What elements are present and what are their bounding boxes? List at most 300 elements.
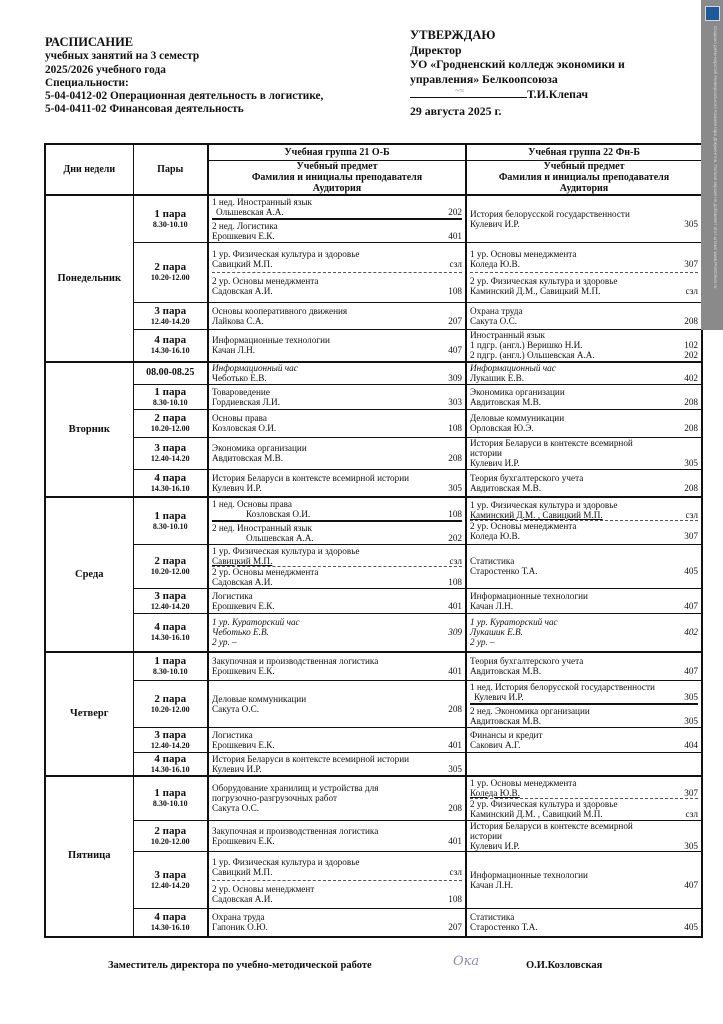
table-row	[45, 497, 702, 544]
academic-year-line: 2025/2026 учебного года	[45, 63, 166, 76]
teacher: Садовская А.И.	[212, 285, 273, 296]
subheader-subject: Учебный предмет	[296, 161, 378, 172]
pair-time: 14.30-16.10	[150, 346, 190, 356]
teacher: Савицкий М.П.	[212, 866, 273, 877]
lesson-cell-empty	[466, 752, 702, 776]
pair-cell	[133, 909, 208, 937]
lesson-cell	[208, 909, 466, 937]
subject: Закупочная и производственная логистика	[212, 826, 379, 836]
pair-time: 8.30-10.10	[152, 219, 188, 229]
subject: Товароведение	[212, 386, 270, 397]
lesson-cell	[208, 469, 466, 497]
pair-cell	[133, 362, 208, 384]
lesson-cell	[466, 852, 702, 909]
subject: Закупочная и производственная логистика	[212, 656, 379, 667]
pair-cell	[133, 680, 208, 727]
lesson-cell	[208, 852, 466, 909]
lesson-cell	[466, 727, 702, 752]
teacher: Кулевич И.Р.	[470, 841, 520, 851]
room: 305	[684, 458, 698, 468]
pair-time: 10.20-12.00	[150, 424, 190, 433]
approver-signature-line	[410, 86, 625, 102]
room: 207	[448, 922, 462, 933]
specialty-2: 5-04-0411-02 Финансовая деятельность	[45, 103, 244, 116]
teacher: Качан Л.Н.	[470, 880, 514, 890]
table-row	[45, 776, 702, 821]
pair-time: 14.30-16.10	[150, 483, 190, 493]
room: 208	[684, 423, 698, 433]
day-thursday: Четверг	[45, 652, 133, 776]
subject: 2 ур. Основы менеджмента	[470, 521, 577, 532]
room: 401	[448, 666, 462, 677]
table-row	[45, 821, 702, 852]
subject: Деловые коммуникации	[470, 413, 565, 423]
subject-continued: погрузочно-разгрузочных работ	[212, 793, 337, 804]
subgroup-note: 2 ур. –	[470, 637, 495, 648]
pair-cell	[133, 437, 208, 469]
teacher: Лукашик Е.В.	[470, 373, 525, 384]
subject: 1 ур. Физическая культура и здоровье	[212, 856, 360, 867]
table-row	[45, 752, 702, 776]
room: 307	[684, 258, 698, 269]
pair-number: 3 пара	[154, 589, 187, 602]
subject: 2 ур. Основы менеджмента	[212, 275, 319, 286]
pair-number: 3 пара	[154, 728, 187, 741]
column-header-group-2: Учебная группа 22 Фн-Б	[466, 144, 702, 161]
teacher: Качан Л.Н.	[212, 345, 256, 356]
subject: Оборудование хранилищ и устройства для	[212, 783, 379, 794]
lesson-cell	[208, 437, 466, 469]
subject: Иностранный язык	[470, 330, 545, 341]
subheader-subject: Учебный предмет	[543, 161, 625, 172]
teacher: Савицкий М.П.	[212, 258, 273, 269]
subject: 2 ур. Основы менеджмент	[212, 883, 315, 894]
pair-cell	[133, 195, 208, 242]
teacher: Авдитовская М.В.	[470, 482, 542, 493]
subject: Информационный час	[212, 363, 298, 374]
room: сзл	[685, 285, 698, 296]
subject: Охрана труда	[470, 305, 523, 316]
teacher: Лайкова С.А.	[212, 315, 264, 326]
pair-number: 2 пара	[154, 555, 187, 567]
column-header-pairs: Пары	[133, 144, 208, 195]
subject: Логистика	[212, 590, 253, 601]
column-header-days: Дни недели	[45, 144, 133, 195]
subject: Статистика	[470, 912, 515, 923]
pair-number: 2 пара	[154, 412, 187, 424]
watermark-text: Создано днём-верстой Универсального Комментара Документов. Полная версия не добавляет этот штамп www.PrintDriver.ru	[713, 26, 718, 289]
day-tuesday: Вторник	[45, 362, 133, 497]
room: сзл	[685, 510, 698, 521]
teacher: Авдитовская М.В.	[212, 453, 284, 463]
room: 208	[448, 803, 462, 814]
subject: 1 ур. Физическая культура и здоровье	[212, 248, 360, 259]
pair-number: 1 пара	[154, 385, 187, 398]
pair-number: 1 пара	[154, 509, 187, 522]
column-subheader-group-1	[208, 161, 466, 196]
subject: 2 ур. Физическая культура и здоровье	[470, 798, 618, 809]
teacher: Кулевич И.Р.	[212, 763, 262, 774]
day-friday: Пятница	[45, 776, 133, 937]
lesson-cell	[466, 652, 702, 680]
room: 309	[448, 373, 462, 384]
teacher: Кулевич И.Р.	[470, 458, 520, 468]
lesson-cell	[208, 362, 466, 384]
subject: 1 ур. Физическая культура и здоровье	[212, 545, 360, 556]
pair-cell	[133, 409, 208, 437]
pair-number: 3 пара	[154, 442, 187, 454]
table-row	[45, 195, 702, 242]
signature-mark: ~≈	[455, 86, 464, 95]
pair-cell	[133, 242, 208, 302]
teacher: Чеботько Е.В.	[212, 373, 267, 384]
room: 407	[684, 600, 698, 611]
teacher: Садовская А.И.	[212, 893, 273, 904]
pair-time: 12.40-14.20	[150, 316, 190, 326]
teacher: Ерошкевич Е.К.	[212, 600, 275, 611]
approval-title: УТВЕРЖДАЮ	[410, 28, 496, 42]
room: 202	[448, 532, 462, 543]
room: сзл	[449, 555, 462, 566]
teacher: Кулевич И.Р.	[470, 218, 520, 229]
room: 208	[448, 703, 462, 714]
subheader-room: Аудитория	[559, 183, 609, 194]
teacher: Козловская О.И.	[246, 508, 311, 519]
teacher: Авдитовская М.В.	[470, 396, 542, 407]
room: 307	[684, 787, 698, 798]
pair-time: 12.40-14.20	[150, 454, 190, 463]
subject: История Беларуси в контексте всемирной истории	[212, 472, 410, 483]
teacher: Старостенко Т.А.	[470, 922, 538, 933]
lesson-cell	[208, 329, 466, 362]
table-row	[45, 409, 702, 437]
subject: История Беларуси в контексте всемирной истории	[470, 821, 633, 841]
subject: Информационные технологии	[470, 870, 588, 880]
pair-cell	[133, 613, 208, 652]
subject: 1 ур. Физическая культура и здоровье	[470, 500, 618, 511]
teacher: Савицкий М.П.	[212, 555, 273, 566]
subject: Экономика организации	[470, 386, 565, 397]
room: 102	[684, 340, 698, 351]
pair-time: 10.20-12.00	[150, 567, 190, 576]
approval-date: 29 августа 2025 г.	[410, 103, 502, 118]
room: 108	[448, 285, 462, 296]
lesson-cell	[466, 909, 702, 937]
teacher: Каминский Д.М. , Савицкий М.П.	[470, 808, 603, 819]
pair-cell	[133, 302, 208, 329]
table-row	[45, 302, 702, 329]
teacher: Кулевич И.Р.	[212, 482, 262, 493]
lesson-cell	[208, 588, 466, 613]
approver-name: Т.И.Клепач	[527, 87, 589, 101]
table-row	[45, 652, 702, 680]
table-row	[45, 613, 702, 652]
lesson-cell	[208, 652, 466, 680]
subject: Информационные технологии	[212, 335, 330, 346]
table-row	[45, 727, 702, 752]
subject: 2 ур. Физическая культура и здоровье	[470, 275, 618, 286]
room: 202	[448, 206, 462, 217]
pair-time: 14.30-16.10	[150, 764, 190, 774]
subgroup-note: 2 ур. –	[212, 637, 237, 648]
pair-cell	[133, 384, 208, 409]
room: 401	[448, 600, 462, 611]
room: 208	[684, 396, 698, 407]
teacher: 1 пдгр. (англ.) Веришко Н.И.	[470, 340, 583, 351]
teacher: Каминский Д.М. , Савицкий М.П.	[470, 510, 603, 521]
room: 305	[684, 715, 698, 726]
teacher: Сакута О.С.	[470, 315, 517, 326]
room: 305	[448, 482, 462, 493]
teacher: Сакута О.С.	[212, 703, 259, 714]
room: сзл	[449, 866, 462, 877]
week-separator	[212, 520, 462, 522]
subject: 2 нед. Экономика организации	[470, 705, 590, 716]
table-row	[45, 384, 702, 409]
lesson-cell	[208, 613, 466, 652]
subject: 1 ур. Кураторский час	[212, 617, 300, 628]
column-header-group-1: Учебная группа 21 О-Б	[208, 144, 466, 161]
lesson-cell	[208, 821, 466, 852]
room: 208	[684, 315, 698, 326]
day-wednesday: Среда	[45, 497, 133, 652]
lesson-cell	[208, 727, 466, 752]
teacher: Сакута О.С.	[212, 803, 259, 814]
room: 108	[448, 508, 462, 519]
pair-time: 8.30-10.10	[152, 521, 188, 531]
document-archive-icon	[705, 6, 720, 21]
lesson-cell	[208, 544, 466, 588]
pair-cell	[133, 821, 208, 852]
teacher: Сакович А.Г.	[470, 739, 521, 750]
subheader-teacher: Фамилия и инициалы преподавателя	[498, 172, 670, 183]
semester-line: учебных занятий на 3 семестр	[45, 50, 200, 63]
subject: Основы кооперативного движения	[212, 305, 348, 316]
week-separator	[212, 218, 462, 220]
lesson-cell	[208, 302, 466, 329]
subject: Теория бухгалтерского учета	[470, 656, 584, 667]
deputy-signature-mark: Ока	[453, 954, 480, 969]
lesson-cell	[208, 384, 466, 409]
room: 108	[448, 423, 462, 433]
deputy-director-position: Заместитель директора по учебно-методической работе	[108, 960, 372, 971]
lesson-cell	[466, 329, 702, 362]
subject: Теория бухгалтерского учета	[470, 472, 584, 483]
pair-number: 3 пара	[154, 304, 187, 317]
approval-block	[410, 28, 625, 118]
subgroup-separator	[212, 880, 462, 881]
teacher: Чеботько Е.В.	[212, 627, 269, 638]
room: 402	[684, 373, 698, 384]
subject: 1 нед. Иностранный язык	[212, 196, 312, 207]
pair-number: 2 пара	[154, 692, 187, 705]
lesson-cell	[466, 195, 702, 242]
lesson-cell	[466, 242, 702, 302]
pair-number: 1 пара	[154, 207, 187, 220]
room: 402	[684, 627, 698, 638]
pair-cell	[133, 329, 208, 362]
lesson-cell	[208, 776, 466, 821]
pair-number: 2 пара	[154, 261, 187, 273]
room: 202	[684, 350, 698, 361]
teacher: Авдитовская М.В.	[470, 715, 542, 726]
pair-time: 12.40-14.20	[150, 601, 190, 611]
lesson-cell	[208, 680, 466, 727]
teacher: Ерошкевич Е.К.	[212, 836, 275, 846]
room: 305	[684, 841, 698, 851]
pair-time: 8.30-10.10	[152, 397, 188, 407]
subgroup-separator	[212, 272, 462, 273]
table-row	[45, 588, 702, 613]
subject: Основы права	[212, 413, 267, 423]
schedule-table	[44, 143, 703, 938]
teacher: Гордиевская Л.И.	[212, 396, 280, 407]
pair-number: 3 пара	[154, 869, 187, 881]
schedule-title: РАСПИСАНИЕ	[45, 35, 134, 49]
subject: Финансы и кредит	[470, 729, 543, 740]
teacher: Кулевич И.Р.	[474, 691, 524, 702]
pair-number: 4 пара	[154, 911, 187, 924]
subject: Статистика	[470, 556, 515, 566]
subject: 1 ур. Кураторский час	[470, 617, 558, 628]
subject: 1 нед. История белорусской государственности	[470, 681, 655, 692]
teacher: Коледа Ю.В.	[470, 531, 520, 542]
pair-cell	[133, 588, 208, 613]
lesson-cell	[466, 544, 702, 588]
teacher: Козловская О.И.	[212, 423, 277, 433]
table-row	[45, 852, 702, 909]
week-separator	[470, 703, 698, 705]
teacher: Старостенко Т.А.	[470, 566, 538, 576]
subheader-room: Аудитория	[312, 183, 362, 194]
lesson-cell	[208, 195, 466, 242]
room: 407	[448, 345, 462, 356]
pair-cell	[133, 652, 208, 680]
teacher: 2 пдгр. (англ.) Ольшевская А.А.	[470, 350, 595, 361]
teacher: Ольшевская А.А.	[216, 206, 284, 217]
room: 305	[684, 218, 698, 229]
room: 309	[448, 627, 462, 638]
pair-time: 12.40-14.20	[150, 881, 190, 890]
table-row	[45, 909, 702, 937]
subject: Логистика	[212, 729, 253, 740]
approver-position: Директор	[410, 42, 462, 57]
room: 407	[684, 666, 698, 677]
pair-time: 08.00-08.25	[146, 367, 195, 379]
subject: 2 нед. Логистика	[212, 220, 278, 231]
pair-time: 14.30-16.10	[150, 923, 190, 933]
specialties-label: Специальности:	[45, 76, 129, 89]
subject: История Беларуси в контексте всемирной истории	[470, 438, 633, 458]
subgroup-separator	[470, 272, 698, 273]
subject: История белорусской государственности	[470, 208, 630, 219]
table-row	[45, 469, 702, 497]
room: 401	[448, 836, 462, 846]
subject: История Беларуси в контексте всемирной истории	[212, 753, 410, 764]
specialty-1: 5-04-0412-02 Операционная деятельность в логистике,	[45, 90, 324, 103]
subject: Экономика организации	[212, 443, 307, 453]
pair-cell	[133, 497, 208, 544]
room: 208	[684, 482, 698, 493]
pair-cell	[133, 469, 208, 497]
room: 305	[684, 691, 698, 702]
room: 207	[448, 315, 462, 326]
room: 303	[448, 396, 462, 407]
room: сзл	[449, 258, 462, 269]
pair-cell	[133, 752, 208, 776]
teacher: Ерошкевич Е.К.	[212, 230, 275, 241]
subject: Охрана труда	[212, 912, 265, 923]
lesson-cell	[208, 752, 466, 776]
table-row	[45, 437, 702, 469]
room: 108	[448, 576, 462, 587]
subject: Информационные технологии	[470, 590, 588, 601]
pair-time: 10.20-12.00	[150, 837, 190, 846]
pair-time: 12.40-14.20	[150, 740, 190, 750]
teacher: Коледа Ю.В.	[470, 787, 520, 798]
teacher: Каминский Д.М., Савицкий М.П.	[470, 285, 601, 296]
teacher: Ерошкевич Е.К.	[212, 666, 275, 677]
table-row	[45, 362, 702, 384]
lesson-cell	[208, 242, 466, 302]
lesson-cell	[466, 680, 702, 727]
lesson-cell	[466, 362, 702, 384]
pair-time: 10.20-12.00	[150, 273, 190, 282]
pair-number: 4 пара	[154, 752, 187, 765]
lesson-cell	[466, 613, 702, 652]
column-subheader-group-2	[466, 161, 702, 196]
subject: 2 нед. Иностранный язык	[212, 522, 312, 533]
lesson-cell	[466, 409, 702, 437]
teacher: Орловская Ю.Э.	[470, 423, 534, 433]
room: 307	[684, 531, 698, 542]
teacher: Гапоник О.Ю.	[212, 922, 268, 933]
teacher: Коледа Ю.В.	[470, 258, 520, 269]
subheader-teacher: Фамилия и инициалы преподавателя	[251, 172, 423, 183]
lesson-cell	[466, 497, 702, 544]
teacher: Лукашик Е.В.	[470, 627, 523, 638]
pair-number: 4 пара	[154, 471, 187, 484]
table-row	[45, 329, 702, 362]
lesson-cell	[466, 469, 702, 497]
room: 405	[684, 566, 698, 576]
room: 208	[448, 453, 462, 463]
institution-line-1: УО «Гродненский колледж экономики и	[410, 57, 625, 71]
subject: Информационный час	[470, 363, 556, 374]
subject: 1 ур. Основы менеджмента	[470, 777, 577, 788]
subject: 1 нед. Основы права	[212, 498, 292, 509]
pair-number: 1 пара	[154, 655, 187, 668]
schedule-heading	[45, 36, 323, 117]
room: 401	[448, 739, 462, 750]
pair-number: 1 пара	[154, 787, 187, 800]
pair-time: 8.30-10.10	[152, 667, 188, 677]
table-row	[45, 544, 702, 588]
room: 401	[448, 230, 462, 241]
pair-time: 8.30-10.10	[152, 799, 188, 809]
table-row	[45, 242, 702, 302]
lesson-cell	[466, 776, 702, 821]
teacher: Ерошкевич Е.К.	[212, 739, 275, 750]
room: 405	[684, 922, 698, 933]
pair-time: 14.30-16.10	[150, 633, 190, 643]
room: 305	[448, 763, 462, 774]
room: 108	[448, 893, 462, 904]
table-row	[45, 680, 702, 727]
lesson-cell	[466, 588, 702, 613]
day-monday: Понедельник	[45, 195, 133, 362]
lesson-cell	[466, 437, 702, 469]
